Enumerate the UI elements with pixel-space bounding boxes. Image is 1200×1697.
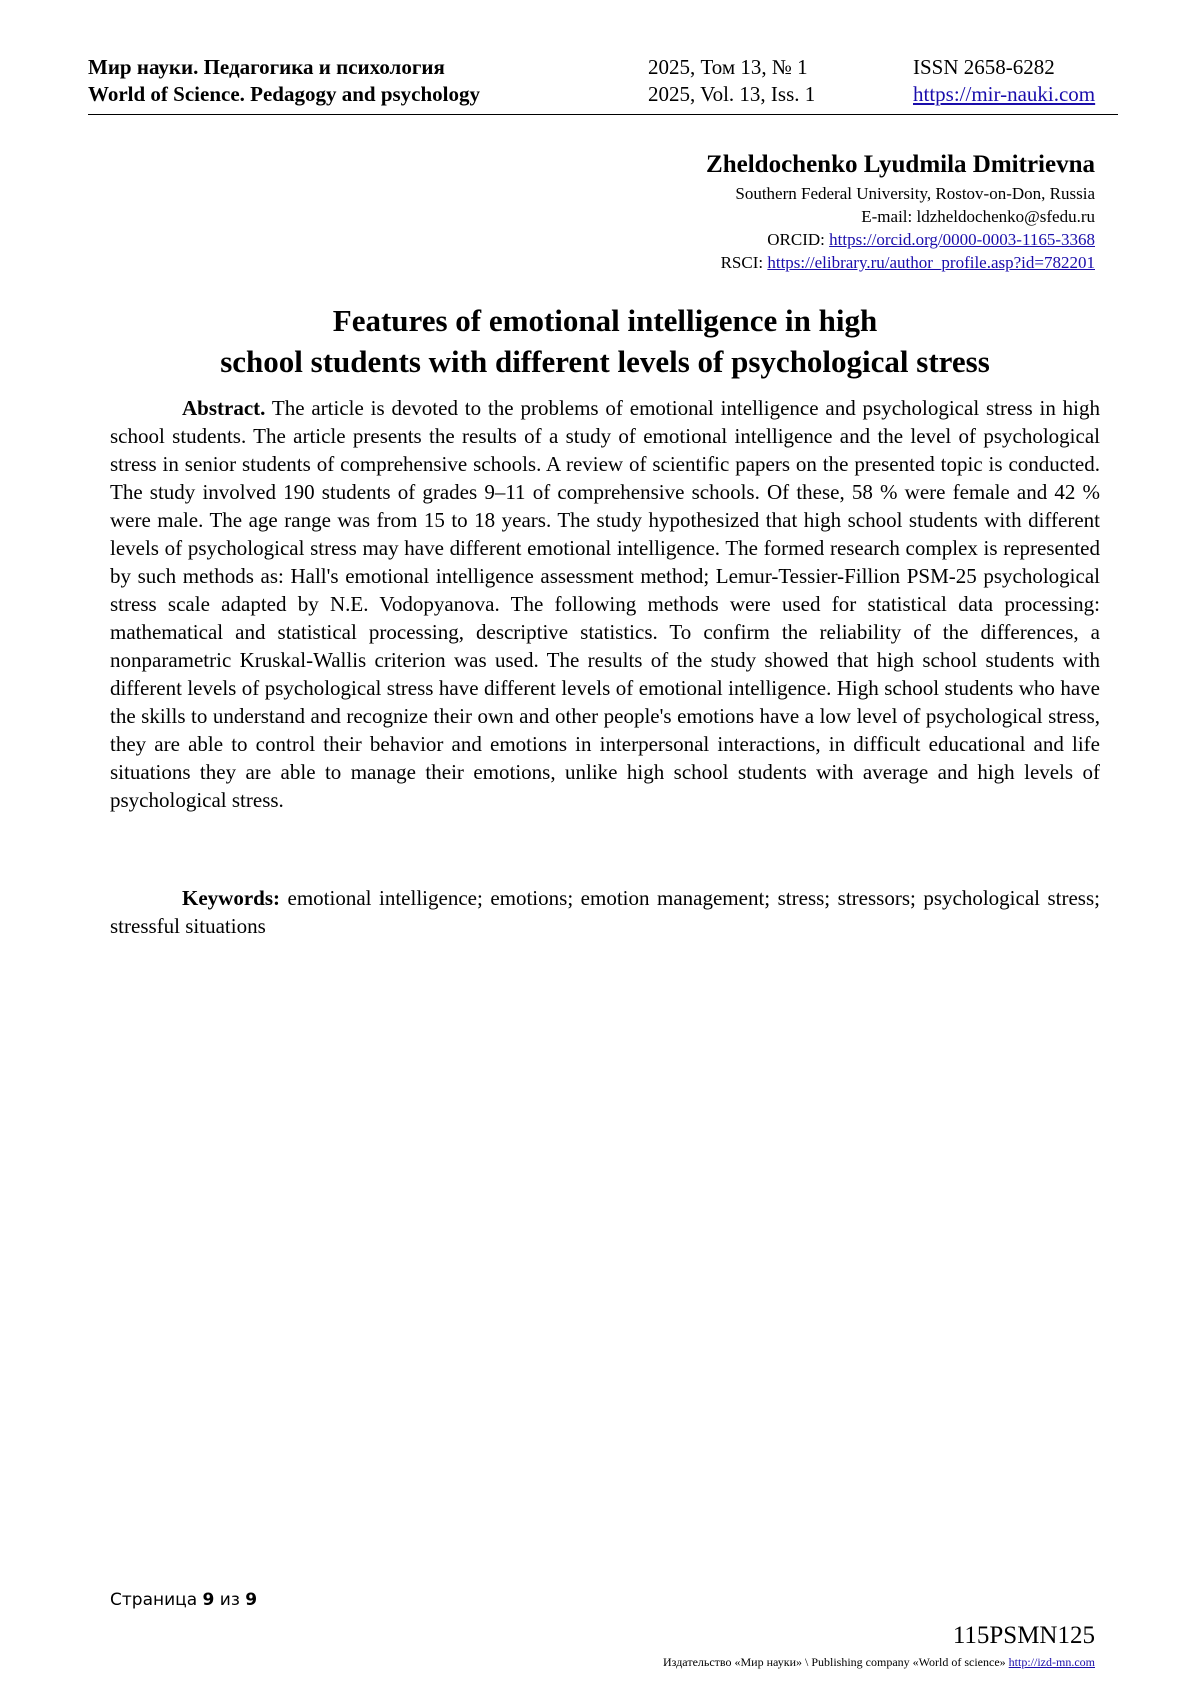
keywords (110, 884, 1100, 940)
title-line-1: Features of emotional intelligence in high (332, 303, 878, 338)
abstract (110, 394, 1100, 814)
volume-ru: 2025, Том 13, № 1 (648, 55, 808, 79)
page-sep: из (214, 1590, 246, 1610)
page-counter (110, 1590, 257, 1610)
publisher-link[interactable]: http://izd-mn.com (1008, 1655, 1095, 1669)
author-affiliation: Southern Federal University, Rostov-on-Don, Russia (735, 184, 1095, 203)
page-current: 9 (202, 1590, 215, 1610)
rsci-link[interactable]: https://elibrary.ru/author_profile.asp?id=782201 (767, 253, 1095, 272)
journal-site-link[interactable]: https://mir-nauki.com (913, 82, 1096, 106)
page-prefix: Страница (110, 1590, 203, 1610)
issn: ISSN 2658-6282 (913, 55, 1055, 79)
journal-header (88, 54, 1118, 115)
title-line-2: school students with different levels of psychological stress (220, 344, 990, 379)
keywords-text: emotional intelligence; emotions; emotion management; stress; stressors; psychological stress; stressful situations (110, 886, 1100, 938)
author-orcid (706, 228, 1095, 251)
publisher-text: Издательство «Мир науки» \ Publishing company «World of science» (663, 1655, 1009, 1669)
header-row-ru (88, 54, 1118, 81)
article-title (110, 300, 1100, 382)
volume-en: 2025, Vol. 13, Iss. 1 (648, 82, 816, 106)
author-block (706, 148, 1095, 274)
rsci-label: RSCI: (720, 253, 768, 272)
article-code: 115PSMN125 (952, 1622, 1095, 1649)
publisher-line (663, 1655, 1095, 1670)
author-name: Zheldochenko Lyudmila Dmitrievna (706, 151, 1095, 178)
keywords-label: Keywords: (182, 886, 280, 910)
page-total: 9 (245, 1590, 258, 1610)
header-row-en (88, 81, 1118, 108)
journal-name-en: World of Science. Pedagogy and psychology (88, 82, 481, 106)
orcid-label: ORCID: (767, 230, 830, 249)
abstract-text: The article is devoted to the problems of emotional intelligence and psychological stress in high school students. The article presents the results of a study of emotional intelligence and the level of psychological stress in senior students of comprehensive schools. A review of scientific papers on the presented topic is conducted. The study involved 190 students of grades 9–11 of comprehensive schools. Of these, 58 % were female and 42 % were male. The age range was from 15 to 18 years. The study hypothesized that high school students with different levels of psychological stress may have different emotional intelligence. The formed research complex is represented by such methods as: Hall's emotional intelligence assessment method; Lemur-Tessier-Fillion PSM-25 psychological stress scale adapted by N.E. Vodopyanova. The following methods were used for statistical data processing: mathematical and statistical processing, descriptive statistics. To confirm the reliability of the differences, a nonparametric Kruskal-Wallis criterion was used. The results of the study showed that high school students with different levels of psychological stress have different levels of emotional intelligence. High school students who have the skills to understand and recognize their own and other people's emotions have a low level of psychological stress, they are able to control their behavior and emotions in interpersonal interactions, in difficult educational and life situations they are able to manage their emotions, unlike high school students with average and high levels of psychological stress. (110, 396, 1100, 812)
abstract-label: Abstract. (182, 396, 266, 420)
author-email: E-mail: ldzheldochenko@sfedu.ru (861, 207, 1095, 226)
journal-name-ru: Мир науки. Педагогика и психология (88, 55, 445, 79)
author-rsci (706, 251, 1095, 274)
orcid-link[interactable]: https://orcid.org/0000-0003-1165-3368 (829, 230, 1095, 249)
